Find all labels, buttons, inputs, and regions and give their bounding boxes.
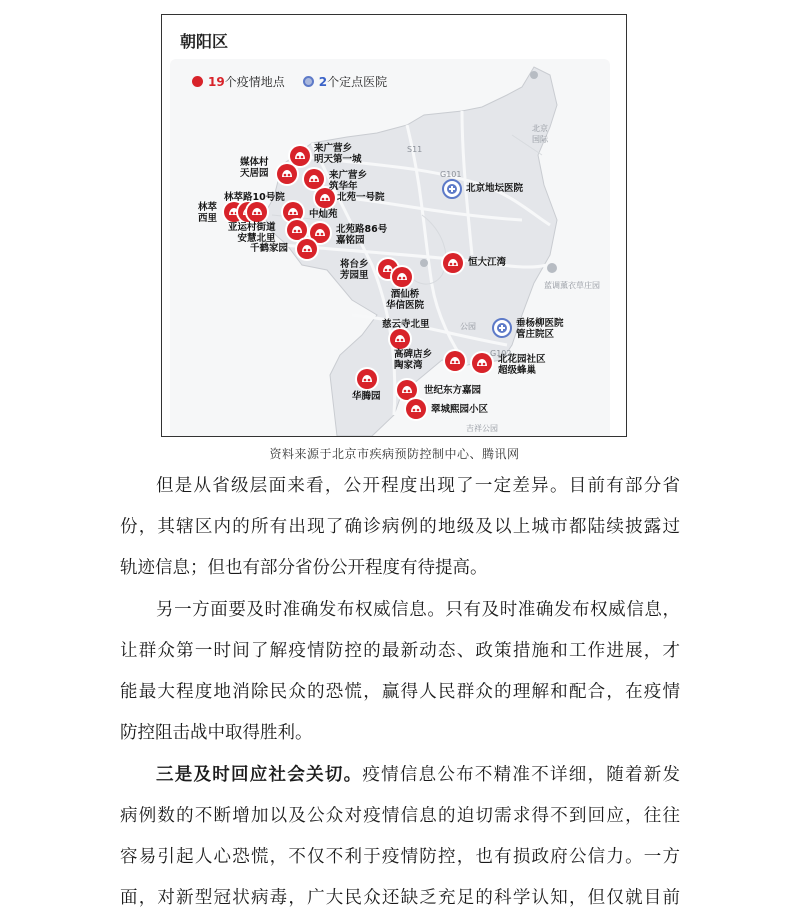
virus-site-marker-icon[interactable] (472, 353, 492, 373)
virus-site-marker-icon[interactable] (397, 380, 417, 400)
virus-site-marker-icon[interactable] (304, 169, 324, 189)
legend-sites-count: 19 (208, 74, 225, 89)
hospital-label: 垂杨柳医院 管庄院区 (516, 318, 564, 340)
map-figure (161, 14, 627, 437)
site-label: 林萃路10号院 (224, 192, 285, 203)
virus-site-marker-icon[interactable] (392, 267, 412, 287)
site-label: 酒仙桥 华信医院 (386, 289, 425, 311)
site-label: 林萃 西里 (198, 202, 218, 224)
paragraph-line: 让群众第一时间了解疫情防控的最新动态、政策措施和工作进展，才 (120, 641, 680, 661)
paragraph-line: 防控阻击战中取得胜利。 (120, 723, 313, 743)
site-label: 世纪东方嘉园 (424, 385, 482, 396)
legend-hospitals (303, 73, 387, 90)
paragraph-text: 疫情信息公布不精准不详细，随着新发 (362, 765, 681, 785)
hospital-marker-icon (303, 76, 314, 87)
hospital-marker-icon[interactable] (492, 318, 512, 338)
paragraph-line: 轨迹信息；但也有部分省份公开程度有待提高。 (120, 558, 488, 578)
paragraph-3 (120, 755, 680, 919)
paragraph-line: 容易引起人心恐慌，不仅不利于疫情防控，也有损政府公信力。一方 (120, 847, 680, 867)
legend-hospital-count: 2 (318, 74, 328, 89)
virus-site-marker-icon[interactable] (297, 239, 317, 259)
background-map-label: 吉祥公园 (466, 424, 498, 433)
paragraph-2 (120, 590, 680, 754)
site-label: 北花园社区 超级蜂巢 (498, 354, 546, 376)
paragraph-line: 能最大程度地消除民众的恐慌，赢得人民群众的理解和配合，在疫情 (120, 682, 680, 702)
paragraph-lead: 三是及时回应社会关切。 (156, 765, 363, 785)
paragraph-line: 份，其辖区内的所有出现了确诊病例的地级及以上城市都陆续披露过 (120, 517, 680, 537)
virus-site-marker-icon[interactable] (290, 146, 310, 166)
background-map-label: 公园 (460, 322, 476, 331)
paragraph-line (120, 755, 680, 796)
paragraph-line: 病例数的不断增加以及公众对疫情信息的迫切需求得不到回应，往往 (120, 806, 680, 826)
virus-site-marker-icon[interactable] (445, 351, 465, 371)
virus-site-marker-icon[interactable] (283, 202, 303, 222)
site-label: 华腾园 (352, 391, 381, 402)
site-label: 来广营乡 筑华年 (329, 170, 368, 192)
legend-hospital-label: 个定点医院 (327, 75, 388, 89)
virus-site-marker-icon[interactable] (406, 399, 426, 419)
virus-site-marker-icon[interactable] (247, 202, 267, 222)
virus-site-marker-icon[interactable] (287, 220, 307, 240)
paragraph-line: 另一方面要及时准确发布权威信息。只有及时准确发布权威信息， (156, 600, 680, 620)
site-label: 慈云寺北里 (382, 319, 430, 330)
site-label: 中灿苑 (309, 209, 338, 220)
legend-sites-label: 个疫情地点 (224, 75, 285, 89)
site-label: 北苑一号院 (337, 192, 385, 203)
virus-marker-icon (192, 76, 203, 87)
background-map-label: G102 (490, 349, 512, 358)
background-map-label: 北京 国际 (532, 124, 548, 144)
site-label: 亚运村街道 安慧北里 (228, 222, 276, 244)
virus-site-marker-icon[interactable] (357, 369, 377, 389)
legend-sites (192, 73, 285, 90)
site-label: 北苑路86号 嘉铭园 (336, 224, 388, 246)
paragraph-1 (120, 466, 680, 589)
background-map-label: G101 (440, 170, 462, 179)
background-map-label: S11 (407, 145, 423, 154)
background-map-label: 蓝调薰衣草庄园 (544, 281, 600, 290)
virus-site-marker-icon[interactable] (277, 164, 297, 184)
site-label: 高碑店乡 陶家湾 (394, 349, 433, 371)
site-label: 恒大江湾 (468, 257, 507, 268)
paragraph-line: 但是从省级层面来看，公开程度出现了一定差异。目前有部分省 (156, 476, 680, 496)
site-label: 将台乡 芳园里 (340, 259, 369, 281)
site-label: 媒体村 天居园 (240, 157, 269, 179)
site-label: 翠城熙园小区 (431, 404, 489, 415)
virus-site-marker-icon[interactable] (390, 329, 410, 349)
site-label: 来广营乡 明天第一城 (314, 143, 362, 165)
site-label: 千鹤家园 (250, 243, 289, 254)
map-legend (192, 73, 405, 90)
hospital-label: 北京地坛医院 (466, 183, 524, 194)
map-title: 朝阳区 (180, 32, 229, 51)
hospital-marker-icon[interactable] (442, 179, 462, 199)
virus-site-marker-icon[interactable] (443, 253, 463, 273)
paragraph-line: 面，对新型冠状病毒，广大民众还缺乏充足的科学认知，但仅就目前 (120, 888, 680, 908)
figure-caption: 资料来源于北京市疾病预防控制中心、腾讯网 (269, 447, 520, 461)
